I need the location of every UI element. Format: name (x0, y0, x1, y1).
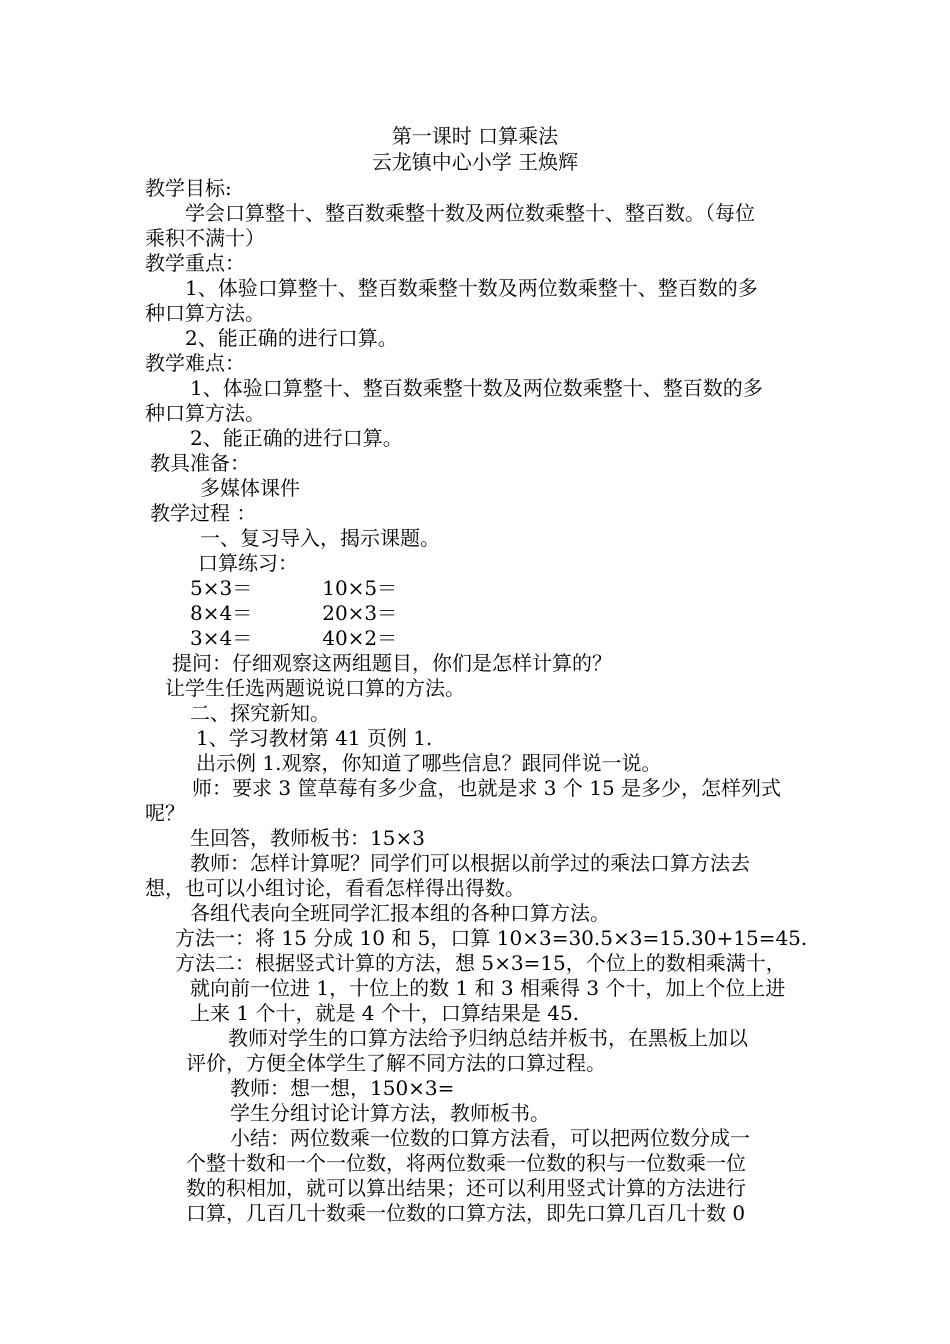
key-point-2: 2、能正确的进行口算。 (185, 326, 398, 350)
exercise-item: 40×2＝ (322, 626, 398, 650)
method-1-line: 方法一：将 15 分成 10 和 5，口算 10×3=30.5×3=15.30+15=45. (175, 926, 808, 950)
section-1-heading: 一、复习导入，揭示课题。 (200, 526, 440, 550)
exercise-item: 20×3＝ (322, 601, 398, 625)
student-answer-line: 生回答，教师板书：15×3 (190, 826, 425, 850)
teacher-summary-line-1: 教师对学生的口算方法给予归纳总结并板书，在黑板上加以 (228, 1026, 748, 1050)
section-2-heading: 二、探究新知。 (190, 701, 330, 725)
group-report-line: 各组代表向全班同学汇报本组的各种口算方法。 (190, 901, 610, 925)
student-task-line: 让学生任选两题说说口算的方法。 (165, 676, 465, 700)
exercise-item: 8×4＝ (190, 601, 253, 625)
objectives-line-2: 乘积不满十） (145, 226, 265, 250)
teacher-summary-line-2: 评价，方便全体学生了解不同方法的口算过程。 (186, 1051, 606, 1075)
conclusion-line-1: 小结：两位数乘一位数的口算方法看，可以把两位数分成一 (230, 1126, 750, 1150)
exercise-row (190, 626, 397, 651)
group-discuss-line: 学生分组讨论计算方法，教师板书。 (230, 1101, 550, 1125)
objectives-heading: 教学目标: (145, 176, 232, 200)
exercise-item: 5×3＝ (190, 576, 253, 600)
author-line: 云龙镇中心小学 王焕辉 (371, 150, 579, 174)
objectives-line-1: 学会口算整十、整百数乘整十数及两位数乘整十、整百数。（每位 (185, 201, 755, 225)
question-line: 提问：仔细观察这两组题目，你们是怎样计算的？ (172, 651, 612, 675)
difficulty-1-line-1: 1、体验口算整十、整百数乘整十数及两位数乘整十、整百数的多 (190, 376, 763, 400)
oral-practice-label: 口算练习： (198, 551, 298, 575)
difficulty-2: 2、能正确的进行口算。 (190, 426, 403, 450)
key-point-1-line-2: 种口算方法。 (145, 301, 265, 325)
conclusion-line-4: 口算，几百几十数乘一位数的口算方法，即先口算几百几十数 0 (186, 1201, 746, 1225)
teacher-how-line-2: 想，也可以小组讨论，看看怎样得出得数。 (145, 876, 525, 900)
think-line: 教师：想一想，150×3= (230, 1076, 455, 1100)
teacher-question-line-2: 呢？ (145, 801, 185, 825)
exercise-row (190, 601, 397, 626)
conclusion-line-3: 数的积相加，就可以算出结果；还可以利用竖式计算的方法进行 (186, 1176, 746, 1200)
show-example-line: 出示例 1.观察，你知道了哪些信息？跟同伴说一说。 (196, 751, 662, 775)
key-points-heading: 教学重点： (145, 251, 245, 275)
exercise-item: 10×5＝ (322, 576, 398, 600)
teacher-how-line-1: 教师：怎样计算呢？同学们可以根据以前学过的乘法口算方法去 (190, 851, 750, 875)
materials-heading: 教具准备： (150, 451, 250, 475)
teacher-question-line-1: 师：要求 3 筐草莓有多少盒，也就是求 3 个 15 是多少，怎样列式 (192, 776, 782, 800)
method-2-line-2: 就向前一位进 1，十位上的数 1 和 3 相乘得 3 个十，加上个位上进 (190, 976, 786, 1000)
study-line: 1、学习教材第 41 页例 1. (196, 726, 433, 750)
materials-item: 多媒体课件 (200, 476, 300, 500)
key-point-1-line-1: 1、体验口算整十、整百数乘整十数及两位数乘整十、整百数的多 (185, 276, 758, 300)
exercise-item: 3×4＝ (190, 626, 253, 650)
difficulty-1-line-2: 种口算方法。 (145, 401, 265, 425)
lesson-title: 第一课时 口算乘法 (391, 124, 559, 148)
difficulties-heading: 教学难点： (145, 351, 245, 375)
method-2-line-1: 方法二：根据竖式计算的方法，想 5×3=15，个位上的数相乘满十， (175, 951, 786, 975)
conclusion-line-2: 个整十数和一个一位数，将两位数乘一位数的积与一位数乘一位 (186, 1151, 746, 1175)
exercise-row (190, 576, 397, 601)
process-heading: 教学过程 ： (150, 501, 257, 525)
method-2-line-3: 上来 1 个十，就是 4 个十，口算结果是 45. (190, 1001, 580, 1025)
